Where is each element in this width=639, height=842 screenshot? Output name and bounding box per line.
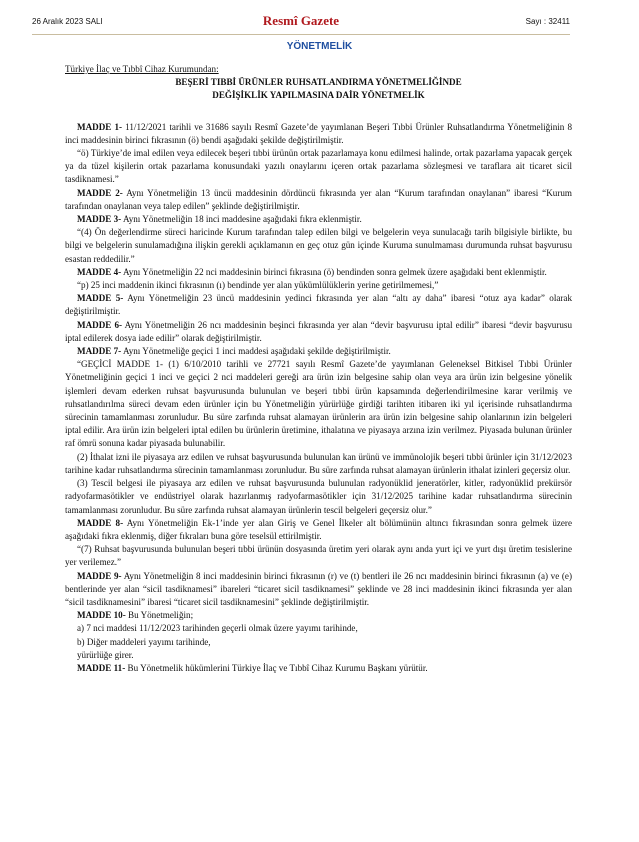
article-6: MADDE 6- Aynı Yönetmeliğin 26 ncı maddesinin beşinci fıkrasında yer alan “devir başvurusu iptal edilir” ibaresi “devir başvurusu iptal edilerek dosya iade edilir” olarak değiştirilmiştir. (65, 319, 572, 343)
article-10-item-a: a) 7 nci maddesi 11/12/2023 tarihinden geçerli olmak üzere yayımı tarihinde, (77, 623, 358, 634)
article-label: MADDE 5- (77, 293, 124, 304)
article-7-quote-3: (3) Tescil belgesi ile piyasaya arz edilen ve ruhsat başvurusunda bulunulan radyonüklid jeneratörler, kitler, radyonüklid prekürsör radyofarmasötikler ve endüstriyel olarak hazırlanmış radyofarmasötikler için 31/12/2025 tarihine kadar ruhsatlandırma sürecinin tamamlanması zorunludur. Bu süre zarfında ruhsat alamayan ürünlerin tescil belgeleri geçersiz olur.” (65, 478, 572, 515)
article-2: MADDE 2- Aynı Yönetmeliğin 13 üncü maddesinin dördüncü fıkrasında yer alan “Kurum tarafından onaylanan” ibaresi “Kurum tarafından onaylanan veya talep edilen” şeklinde değiştirilmiştir. (65, 187, 572, 211)
issue-number: Sayı : 32411 (525, 17, 570, 26)
article-7: MADDE 7- Aynı Yönetmeliğe geçici 1 inci maddesi aşağıdaki şekilde değiştirilmiştir. (77, 346, 391, 357)
publication-date: 26 Aralık 2023 SALI (32, 17, 103, 26)
article-label: MADDE 6- (77, 319, 123, 330)
article-7-quote-2: (2) İthalat izni ile piyasaya arz edilen ve ruhsat başvurusunda bulunulan kan ürünü ve immünolojik beşeri tıbbi ürünler için 31/12/2023 tarihine kadar ruhsatlandırma sürecinin tamamlanması zorunludur. Bu süre zarfında ruhsat alamayan ürünlerin ithalat izinleri geçersiz olur. (65, 451, 572, 475)
article-8-quote: “(7) Ruhsat başvurusunda bulunulan beşeri tıbbi ürünün dosyasında üretim yeri olarak aynı anda yurt içi ve yurt dışı üretim tesislerine yer verilemez.” (65, 544, 572, 568)
article-8: MADDE 8- Aynı Yönetmeliğin Ek-1’inde yer alan Giriş ve Genel İlkeler alt bölümünün altıncı fıkrasından sonra gelmek üzere aşağıdaki fıkra eklenmiş, diğer fıkraları buna göre teselsül ettirilmiştir. (65, 517, 573, 541)
article-1: MADDE 1- 11/12/2021 tarihli ve 31686 sayılı Resmî Gazete’de yayımlanan Beşeri Tıbbi Ürünler Ruhsatlandırma Yönetmeliğinin 8 inci maddesinin birinci fıkrasının (ö) bendi aşağıdaki şekilde değiştirilmiştir. (65, 121, 572, 145)
regulation-title-line-1: BEŞERİ TIBBİ ÜRÜNLER RUHSATLANDIRMA YÖNETMELİĞİNDE (175, 77, 462, 88)
article-label: MADDE 9- (77, 570, 122, 581)
article-label: MADDE 11- (77, 662, 126, 673)
article-label: MADDE 10- (77, 610, 126, 621)
issuing-institution: Türkiye İlaç ve Tıbbî Cihaz Kurumundan: (65, 64, 219, 74)
article-4: MADDE 4- Aynı Yönetmeliğin 22 nci maddesinin birinci fıkrasına (ö) bendinden sonra gelmek üzere aşağıdaki bent eklenmiştir. (77, 266, 547, 277)
article-10-closing: yürürlüğe girer. (77, 649, 134, 660)
article-5: MADDE 5- Aynı Yönetmeliğin 23 üncü maddesinin yedinci fıkrasında yer alan “altı ay daha” ibaresi “otuz aya kadar” olarak değiştirilmiştir. (65, 293, 572, 317)
article-10-item-b: b) Diğer maddeleri yayımı tarihinde, (77, 636, 211, 647)
article-label: MADDE 4- (77, 266, 122, 277)
regulation-title-line-2: DEĞİŞİKLİK YAPILMASINA DAİR YÖNETMELİK (212, 90, 425, 101)
article-label: MADDE 8- (77, 517, 124, 528)
article-4-quote: “p) 25 inci maddenin ikinci fıkrasının (ı) bendinde yer alan yükümlülüklerin yerine getirilmemesi,” (77, 280, 439, 291)
section-heading: YÖNETMELİK (286, 41, 353, 52)
page-header (32, 14, 570, 35)
article-label: MADDE 7- (77, 346, 122, 357)
article-label: MADDE 1- (77, 121, 123, 132)
article-label: MADDE 3- (77, 214, 122, 225)
article-3-quote: “(4) Ön değerlendirme süreci haricinde Kurum tarafından talep edilen bilgi ve belgelerin veya sunulacağı tarih bilgisiyle birlikte, bu bilgi ve belgelerin sunulamadığına ilişkin gerekli açıklamanın en geç otuz gün içinde Kuruma sunulmaması durumunda ruhsat başvurusu esastan reddedilir.” (65, 227, 572, 264)
article-10: MADDE 10- Bu Yönetmeliğin; (77, 610, 194, 621)
article-9: MADDE 9- Aynı Yönetmeliğin 8 inci maddesinin birinci fıkrasının (r) ve (t) bentleri ile 26 ncı maddesinin birinci fıkrasının (a) ve (e) bentlerinde yer alan “sicil tasdiknamesi” ibareleri “ticaret sicil tasdiknamesi” şeklinde ve 28 inci maddesinin ikinci fıkrasında yer alan “sicil tasdiknamesini” ibaresi “ticaret sicil tasdiknamesini” şeklinde değiştirilmiştir. (65, 570, 572, 607)
article-3: MADDE 3- Aynı Yönetmeliğin 18 inci maddesine aşağıdaki fıkra eklenmiştir. (77, 214, 362, 225)
document-body (65, 61, 572, 675)
article-7-quote-1: “GEÇİCİ MADDE 1- (1) 6/10/2010 tarihli ve 27721 sayılı Resmî Gazete’de yayımlanan Geleneksel Bitkisel Tıbbi Ürünler Yönetmeliğinin geçici 1 inci ve geçici 2 nci maddeleri gereği ara ürün izin belgesine sahip olan veya ara ürün izin belgesine yönelik işlemleri devam ederken ruhsat başvurusunda bulunulan ve beşeri tıbbi ürün kapsamında değerlendirilmesine karar verilmiş ve ruhsatlandırılma süreci devam eden ürünler için bu Yönetmeliğin yürürlüğe girdiği tarihten itibaren iki yıl içerisinde ruhsatlandırma sürecinin tamamlanması zorunludur. Bu süre zarfında ruhsat alamayan ürünlerin ara ürün izin belgesine sahip olanlarının izin belgeleri iptal edilir. Ara ürün izin belgeleri iptal edilen bu ürünlerin üretimine, ithalatına ve piyasaya arzına izin verilmez. Piyasada bulunan ürünler raf ömrü sonuna kadar piyasada bulunabilir. (65, 359, 572, 449)
newspaper-name: Resmî Gazete (262, 13, 340, 28)
article-label: MADDE 2- (77, 187, 123, 198)
article-11: MADDE 11- Bu Yönetmelik hükümlerini Türkiye İlaç ve Tıbbî Cihaz Kurumu Başkanı yürütür. (77, 662, 428, 673)
article-1-quote: “ö) Türkiye’de imal edilen veya edilecek beşeri tıbbi ürünün ortak pazarlamaya konu edilmesi halinde, ortak pazarlama yapacak gerçek ya da tüzel kişilerin ortak pazarlama konusundaki yazılı onaylarını içeren ortak pazarlama sözleşmesi ve taraflara ait ticaret sicil tasdiknamesi.” (65, 148, 572, 185)
